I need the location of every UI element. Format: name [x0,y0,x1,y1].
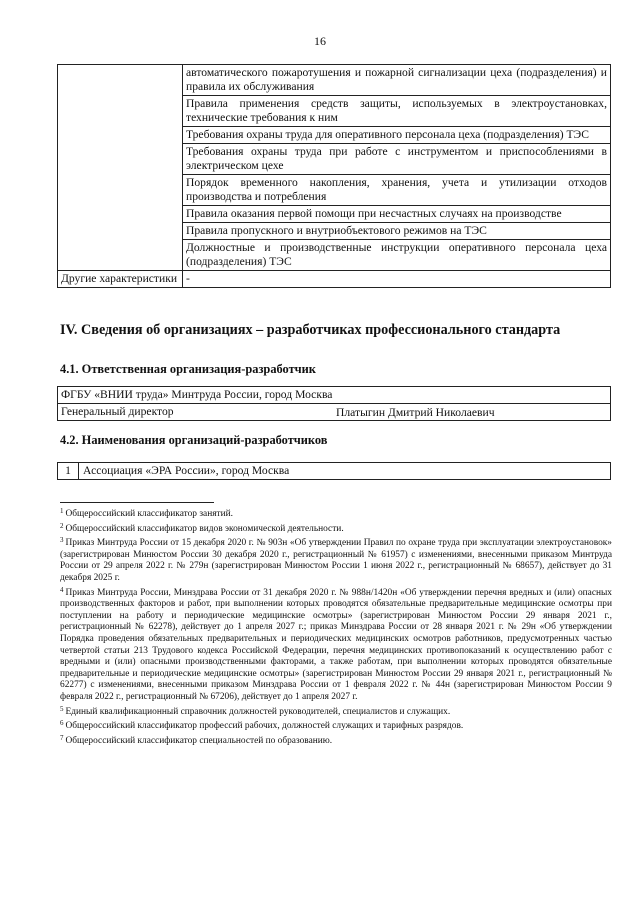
footnote [60,585,612,704]
empty-label-cell [58,65,183,271]
developers-heading: 4.2. Наименования организаций-разработчиков [60,433,328,447]
footnote-mark: 3 [60,536,64,545]
footnote-divider [60,502,214,503]
footnote [60,733,612,748]
footnote [60,506,612,521]
table-row [58,404,611,421]
requirement-item: Правила применения средств защиты, используемых в электроустановках, технические требования к ним [183,96,611,127]
section-title: IV. Сведения об организациях – разработчиках профессионального стандарта [60,322,561,338]
signatory-position: Генеральный директор [61,405,174,418]
table-row [58,463,611,480]
other-characteristics-label: Другие характеристики [58,271,183,288]
footnote-mark: 5 [60,704,64,713]
footnote [60,521,612,536]
requirement-item: Правила пропускного и внутриобъектового режимов на ТЭС [183,223,611,240]
signatory-cell [58,404,611,421]
footnote-mark: 6 [60,719,64,728]
table-row [58,387,611,404]
signatory-name: Платыгин Дмитрий Николаевич [336,406,495,419]
table-row [58,65,611,96]
footnote-text: Приказ Минтруда России от 15 декабря 2020 г. № 903н «Об утверждении Правил по охране труда при эксплуатации электроустановок» (зарегистрирован Минюстом России 30 декабря 2020 г., регистрационный № 61957) с изменениями, внесенными приказом Минтруда России от 29 апреля 2022 г. № 279н (зарегистрирован Минюстом России 1 июня 2022 г., регистрационный № 68657), действует до 31 декабря 2025 г. [60,538,612,583]
requirement-item: Должностные и производственные инструкции оперативного персонала цеха (подразделения) ТЭС [183,240,611,271]
developers-table [57,462,611,480]
requirement-item: автоматического пожаротушения и пожарной сигнализации цеха (подразделения) и правила их обслуживания [183,65,611,96]
footnote-text: Общероссийский классификатор видов экономической деятельности. [65,523,344,534]
table-row [58,271,611,288]
requirements-table [57,64,611,288]
footnote-text: Общероссийский классификатор профессий рабочих, должностей служащих и тарифных разрядов. [65,721,464,732]
developer-number: 1 [58,463,79,480]
requirement-item: Требования охраны труда при работе с инструментом и приспособлениями в электрическом цехе [183,144,611,175]
org-name: ФГБУ «ВНИИ труда» Минтруда России, город Москва [58,387,611,404]
footnote-text: Общероссийский классификатор занятий. [65,509,233,519]
responsible-org-heading: 4.1. Ответственная организация-разработчик [60,362,316,376]
footnote-text: Общероссийский классификатор специальностей по образованию. [65,735,333,746]
developer-name: Ассоциация «ЭРА России», город Москва [79,463,611,480]
footnote-mark: 2 [60,521,64,530]
requirement-item: Требования охраны труда для оперативного персонала цеха (подразделения) ТЭС [183,127,611,144]
footnote [60,704,612,719]
footnote-mark: 4 [60,585,64,594]
footnotes [60,506,612,747]
footnote-mark: 1 [60,507,64,515]
page-number: 16 [314,34,326,48]
footnote-mark: 7 [60,733,64,742]
requirement-item: Порядок временного накопления, хранения, учета и утилизации отходов производства и потребления [183,175,611,206]
footnote-text: Единый квалификационный справочник должностей руководителей, специалистов и служащих. [65,706,451,717]
footnote [60,718,612,733]
footnote [60,535,612,584]
requirement-item: Правила оказания первой помощи при несчастных случаях на производстве [183,206,611,223]
footnote-text: Приказ Минтруда России, Минздрава России от 31 декабря 2020 г. № 988н/1420н «Об утверждении перечня вредных и (или) опасных производственных факторов и работ, при выполнении которых проводятся обязательные предварительные медицинские осмотры при поступлении на работу и периодические медицинские осмотры» (зарегистрирован Минюстом России 29 января 2021 г., регистрационный № 62278), действует до 1 апреля 2027 г.; приказ Минздрава России от 28 января 2021 г. № 29н «Об утверждении Порядка проведения обязательных предварительных и периодических медицинских осмотров работников, предусмотренных частью четвертой статьи 213 Трудового кодекса Российской Федерации, перечня медицинских противопоказаний к осуществлению работ с вредными и (или) опасными производственными факторами, а также работам, при выполнении которых проводятся обязательные предварительные и периодические медицинские осмотры» (зарегистрирован Минюстом России 29 января 2021 г., регистрационный № 62277) с изменениями, внесенными приказом Минздрава России от 1 февраля 2022 г. № 44н (зарегистрирован Минюстом России 9 февраля 2022 г., регистрационный № 67206), действует до 1 апреля 2027 г. [60,587,612,702]
other-characteristics-value: - [183,271,611,288]
responsible-org-table [57,386,611,421]
